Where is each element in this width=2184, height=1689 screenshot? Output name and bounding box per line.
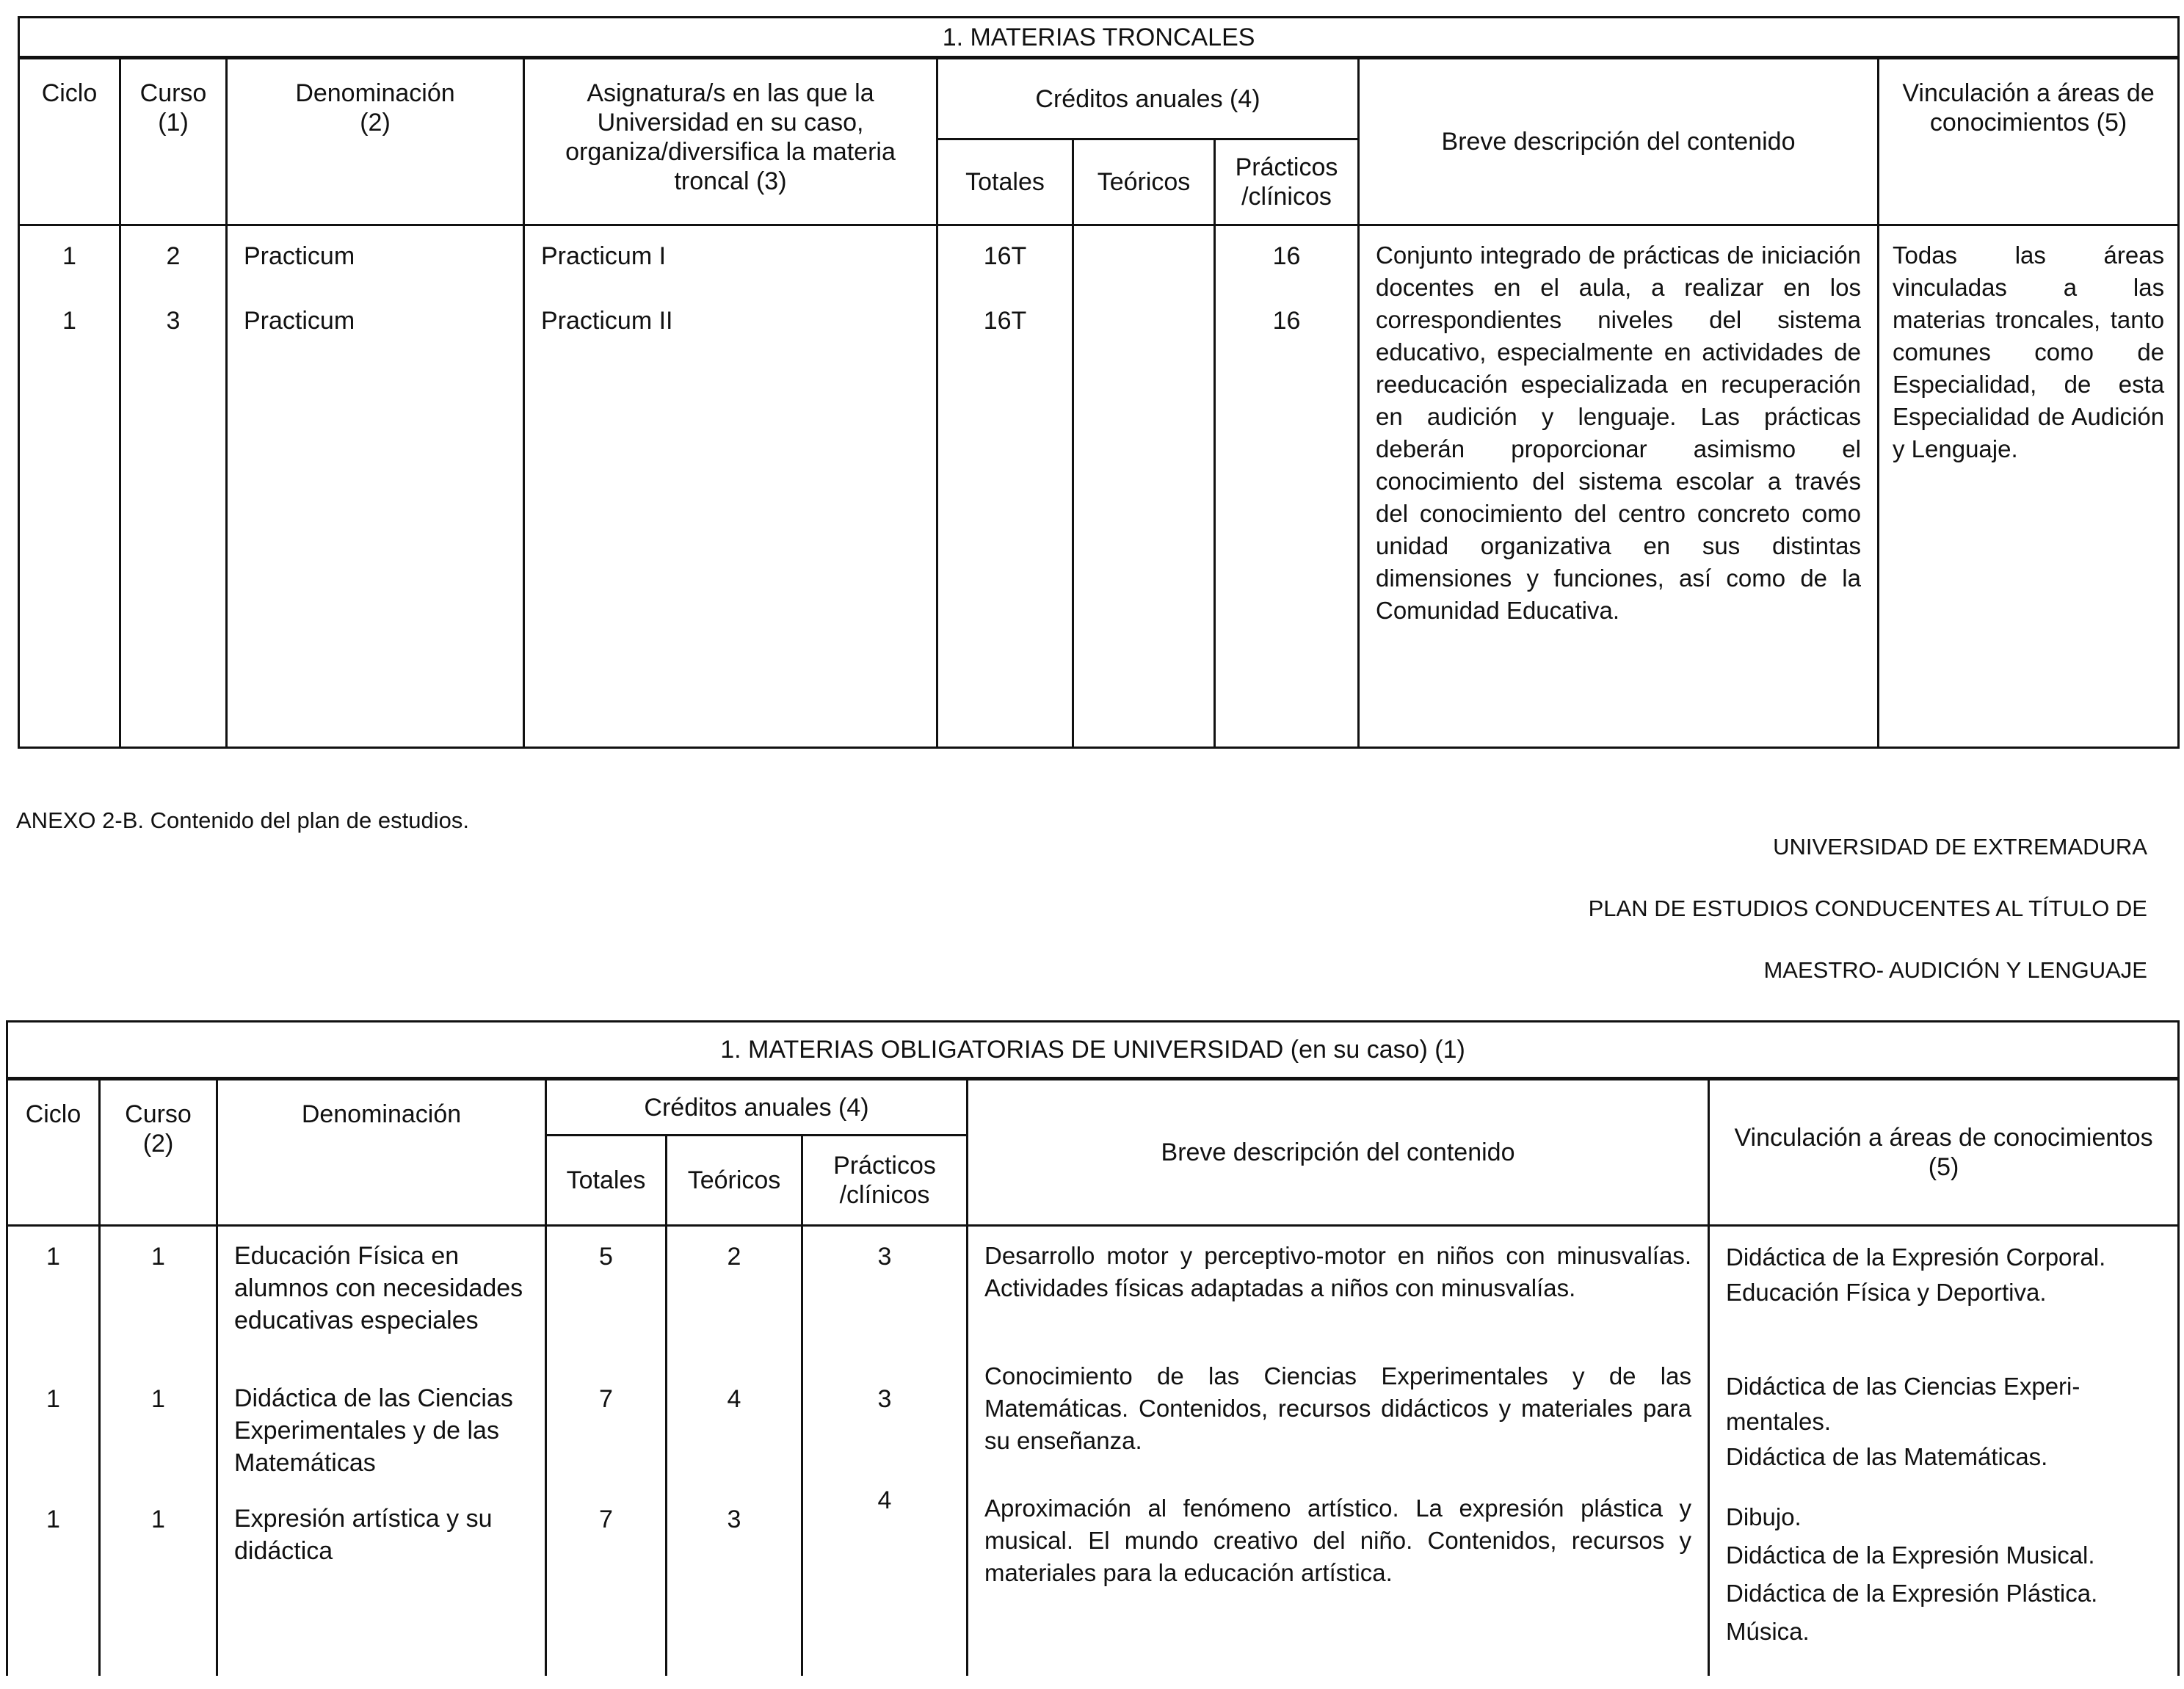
totales-cell	[937, 225, 1073, 748]
row-1-totales: 16T	[983, 242, 1027, 270]
area-item: Dibujo.	[1726, 1503, 1802, 1530]
row-1-totales: 5	[546, 1226, 667, 1360]
row-2-totales: 16T	[983, 307, 1027, 335]
area-item: Didáctica de la Expresión Plástica.	[1726, 1579, 2098, 1607]
asignatura-cell	[524, 225, 937, 748]
row-1-teoricos: 2	[667, 1226, 802, 1360]
row-3-descripcion: Aproximación al fenómeno artístico. La expresión plástica y musical. El mundo creativo del niño. Contenidos, recursos y materiales para la educación artística.	[968, 1483, 1709, 1676]
row-1-curso: 2	[166, 242, 181, 270]
row-1-areas	[1709, 1226, 2179, 1360]
row-2-ciclo: 1	[62, 307, 76, 335]
row-2-descripcion: Conocimiento de las Ciencias Experimentales y de las Matemáticas. Contenidos, recursos didácticos y materiales para su enseñanza.	[968, 1360, 1709, 1483]
row-2-curso: 1	[100, 1360, 217, 1483]
header-asignaturas: Asignatura/s en las que la Universidad en su caso, organiza/diversifica la materia troncal (3)	[524, 58, 937, 225]
header-denominacion: Denominación	[217, 1079, 546, 1226]
header-creditos: Créditos anuales (4)	[546, 1079, 968, 1136]
header-totales: Totales	[546, 1136, 667, 1226]
header-practicos: Prácticos /clínicos	[802, 1136, 968, 1226]
row-1-ciclo: 1	[7, 1226, 100, 1360]
materias-troncales-table	[18, 16, 2180, 749]
row-1-descripcion: Desarrollo motor y perceptivo-motor en niños con minusvalías. Actividades físicas adaptadas a niños con minusvalías.	[968, 1226, 1709, 1360]
header-denominacion-note: (2)	[360, 109, 391, 137]
row-2-denominacion: Practicum	[244, 307, 355, 335]
ciclo-cell	[19, 225, 120, 748]
area-item: Didáctica de la Expresión Musical.	[1726, 1541, 2095, 1569]
row-3-curso: 1	[100, 1483, 217, 1676]
header-vinculacion: Vinculación a áreas de conocimientos (5)	[1879, 58, 2179, 225]
header-curso-label: Curso	[139, 79, 207, 107]
teoricos-cell	[1073, 225, 1215, 748]
area-item: Música.	[1726, 1617, 1810, 1645]
header-curso	[120, 58, 227, 225]
header-ciclo: Ciclo	[7, 1079, 100, 1226]
header-descripcion: Breve descripción del contenido	[1359, 58, 1879, 225]
materias-obligatorias-table	[6, 1020, 2180, 1676]
denominacion-cell	[227, 225, 524, 748]
table-row	[7, 1483, 2179, 1676]
header-vinculacion: Vinculación a áreas de conocimientos (5)	[1709, 1079, 2179, 1226]
header-curso-note: (1)	[158, 109, 189, 137]
row-3-ciclo: 1	[7, 1483, 100, 1676]
row-1-practicos: 16	[1272, 242, 1301, 270]
row-2-areas	[1709, 1360, 2179, 1483]
header-denominacion-label: Denominación	[295, 79, 455, 107]
header-curso	[100, 1079, 217, 1226]
plan-title: PLAN DE ESTUDIOS CONDUCENTES AL TÍTULO DE	[1588, 896, 2147, 921]
annex-label: ANEXO 2-B. Contenido del plan de estudios.	[16, 807, 469, 833]
header-practicos: Prácticos /clínicos	[1215, 139, 1359, 225]
row-1-denominacion: Educación Física en alumnos con necesidades educativas especiales	[217, 1226, 546, 1360]
row-2-totales: 7	[546, 1360, 667, 1483]
row-3-practicos: 4	[802, 1483, 968, 1676]
row-1-asignatura: Practicum I	[541, 242, 667, 270]
row-2-denominacion: Didáctica de las Ciencias Experimentales y de las Matemáticas	[217, 1360, 546, 1483]
row-2-practicos: 16	[1272, 307, 1301, 335]
area-item: Didáctica de la Expresión Corporal.	[1726, 1243, 2106, 1271]
university-name: UNIVERSIDAD DE EXTREMADURA	[1773, 834, 2147, 860]
header-curso-note: (2)	[142, 1130, 174, 1158]
header-curso-label: Curso	[125, 1100, 192, 1128]
area-item: Didáctica de las Matemáticas.	[1726, 1442, 2048, 1470]
table-title: 1. MATERIAS OBLIGATORIAS DE UNIVERSIDAD (en su caso) (1)	[7, 1022, 2179, 1079]
row-2-practicos: 3	[802, 1360, 968, 1483]
row-3-areas	[1709, 1483, 2179, 1676]
row-1-curso: 1	[100, 1226, 217, 1360]
row-2-teoricos: 4	[667, 1360, 802, 1483]
row-3-denominacion: Expresión artística y su didáctica	[217, 1483, 546, 1676]
vinculacion-cell: Todas las áreas vinculadas a las materias troncales, tanto comunes como de Especialidad, de esta Especialidad de Audición y Lenguaje.	[1879, 225, 2179, 748]
row-3-teoricos: 3	[667, 1483, 802, 1676]
curso-cell	[120, 225, 227, 748]
table-row	[7, 1360, 2179, 1483]
header-descripcion: Breve descripción del contenido	[968, 1079, 1709, 1226]
header-denominacion	[227, 58, 524, 225]
row-1-practicos: 3	[802, 1226, 968, 1360]
header-totales: Totales	[937, 139, 1073, 225]
header-teoricos: Teóricos	[667, 1136, 802, 1226]
area-item: Educación Física y Deportiva.	[1726, 1279, 2047, 1306]
row-2-curso: 3	[166, 307, 181, 335]
row-1-ciclo: 1	[62, 242, 76, 270]
row-3-totales: 7	[546, 1483, 667, 1676]
header-teoricos: Teóricos	[1073, 139, 1215, 225]
table-title: 1. MATERIAS TRONCALES	[19, 18, 2179, 58]
descripcion-cell: Conjunto integrado de prácticas de iniciación docentes en el aula, a realizar en los correspondientes niveles del sistema educativo, especialmente en actividades de reeducación especializada en recuperación en audición y lenguaje. Las prácticas deberán proporcionar asimismo el conocimiento del sistema escolar a través del conocimiento del centro concreto como unidad organizativa en sus distintas dimensiones y funciones, así como de la Comunidad Educativa.	[1359, 225, 1879, 748]
row-2-ciclo: 1	[7, 1360, 100, 1483]
row-1-denominacion: Practicum	[244, 242, 355, 270]
header-ciclo: Ciclo	[19, 58, 120, 225]
row-2-asignatura: Practicum II	[541, 307, 673, 335]
header-creditos: Créditos anuales (4)	[937, 58, 1359, 139]
practicos-cell	[1215, 225, 1359, 748]
table-row	[7, 1226, 2179, 1360]
area-item: Didáctica de las Ciencias Experi- mentales.	[1726, 1372, 2080, 1435]
degree-title: MAESTRO- AUDICIÓN Y LENGUAJE	[1763, 957, 2147, 983]
table-row	[19, 225, 2179, 748]
